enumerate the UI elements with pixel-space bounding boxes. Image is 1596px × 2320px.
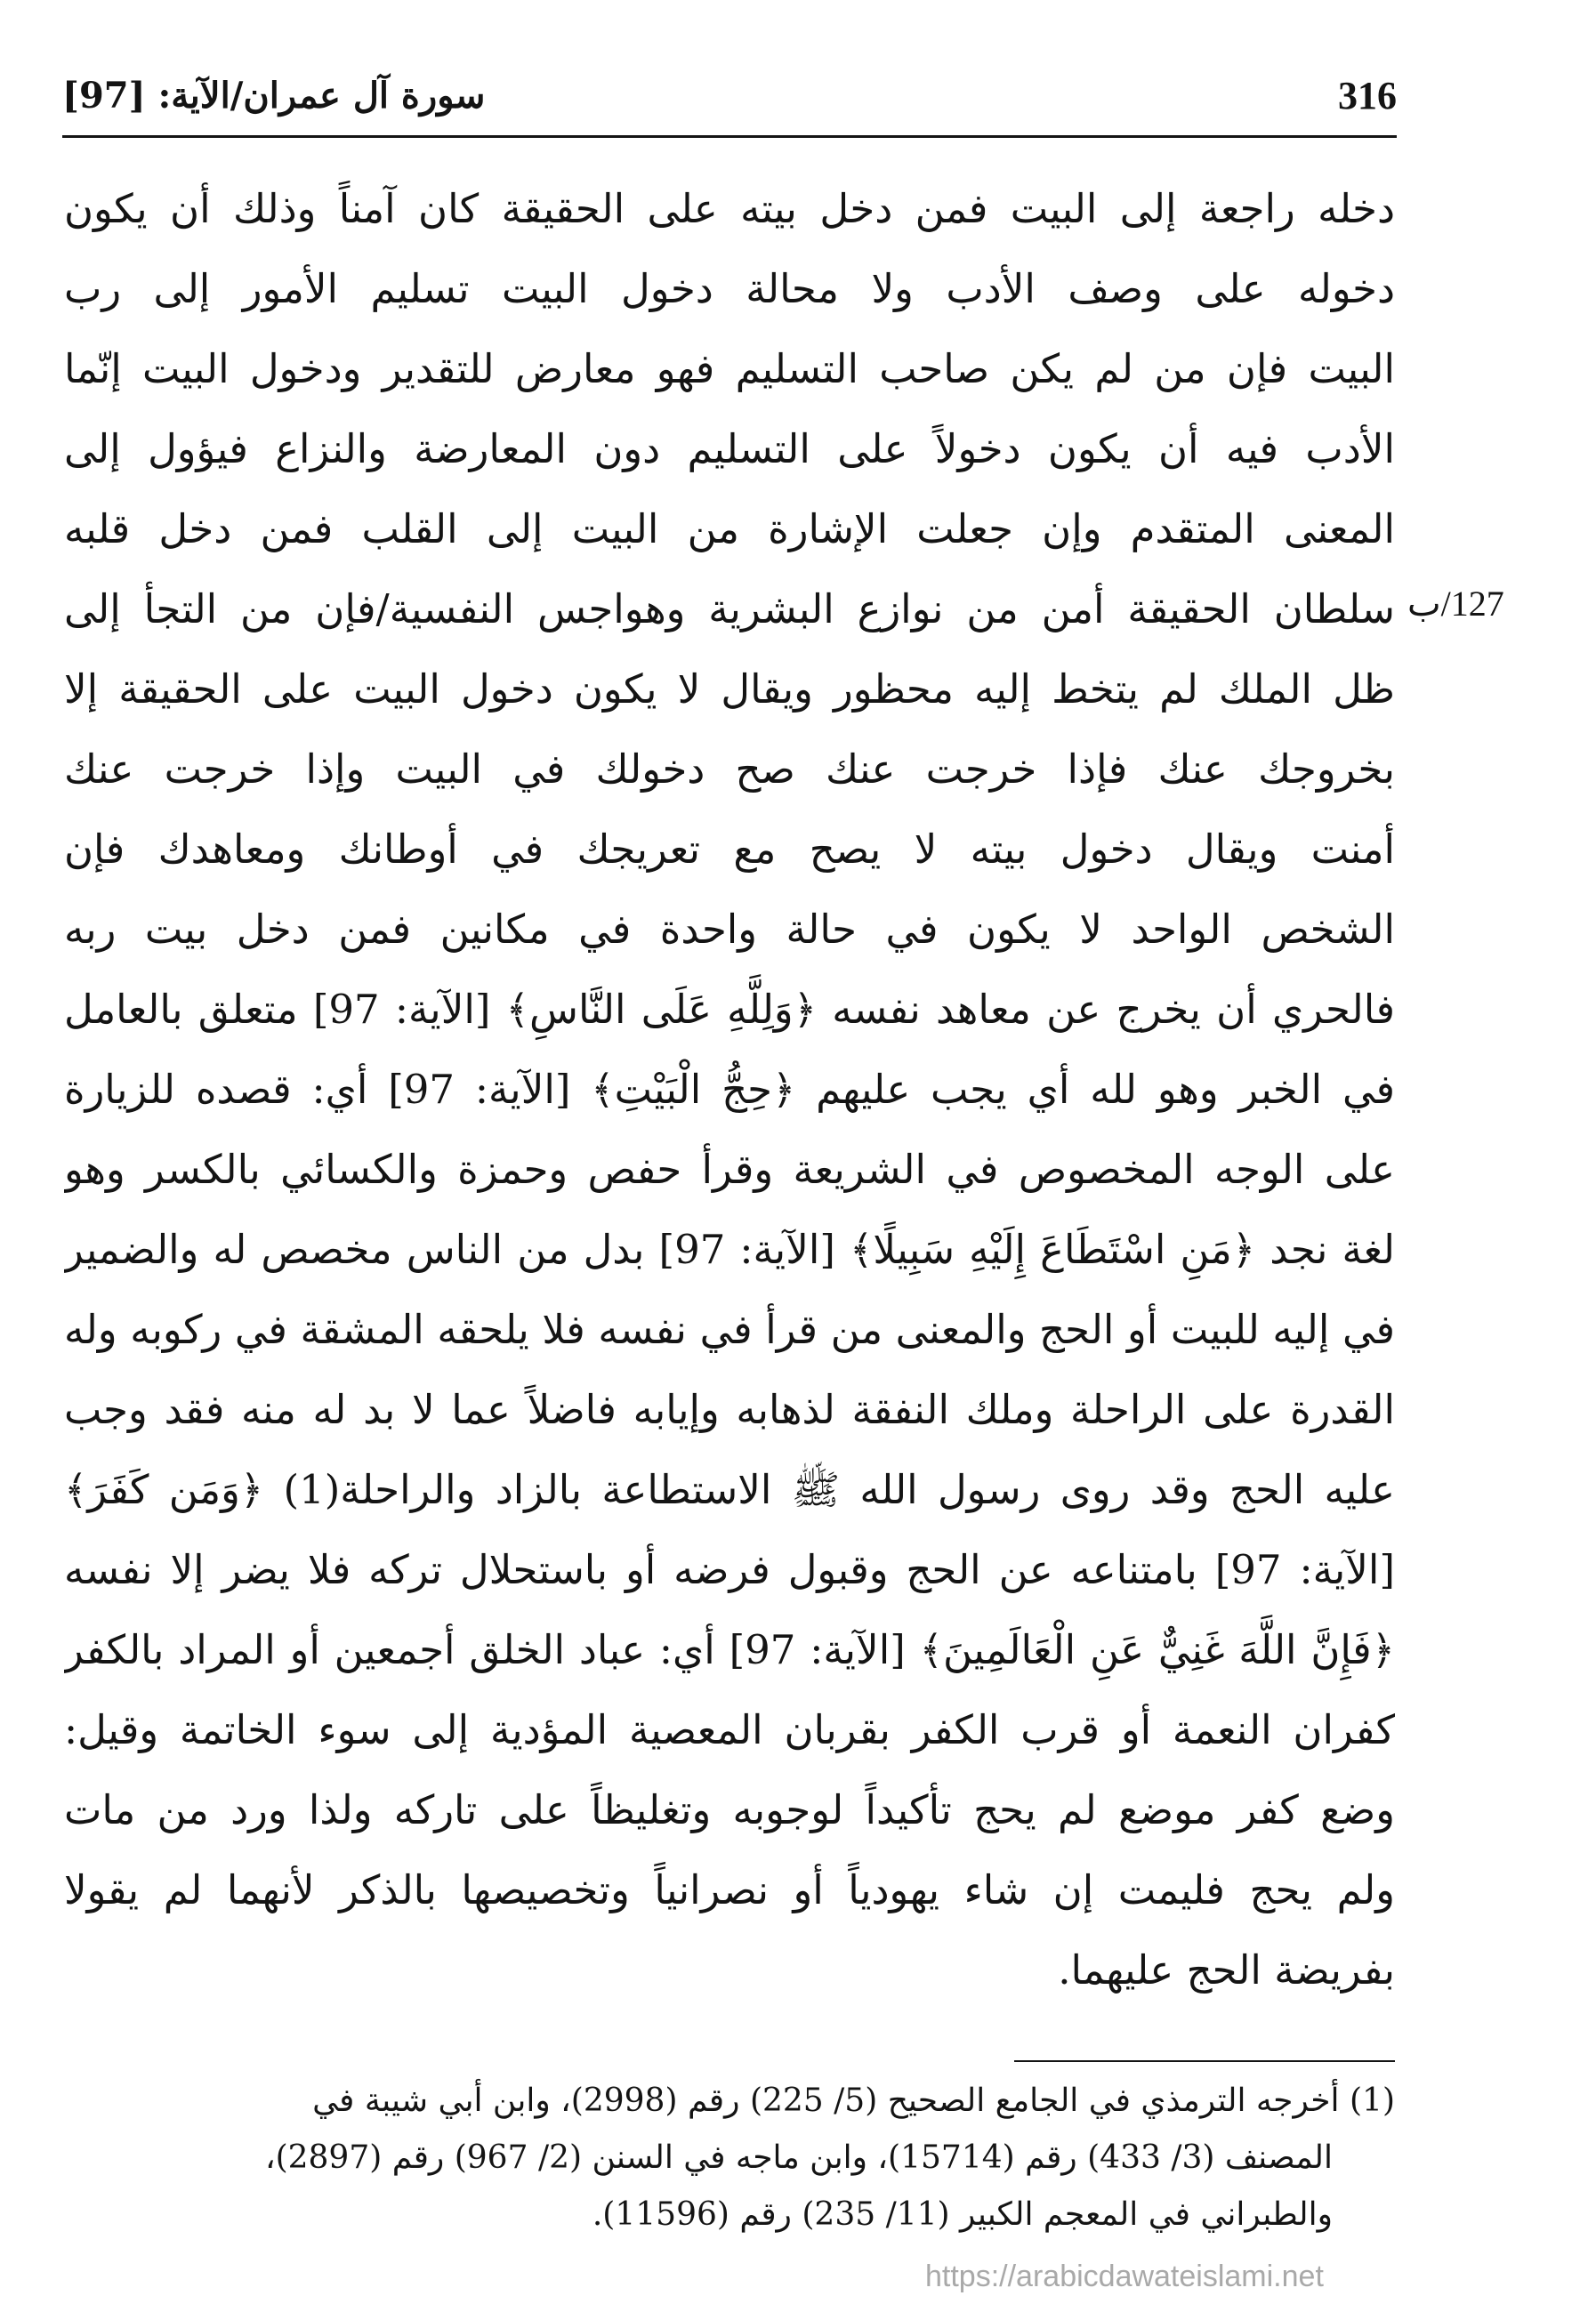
header-rule: [62, 135, 1397, 138]
text-line: بخروجك عنك فإذا خرجت عنك صح دخولك في البيت وإذا خرجت عنك: [64, 745, 1395, 793]
text-line: القدرة على الراحلة وملك النفقة لذهابه وإيابه فاضلاً عما لا بد له منه فقد وجب: [64, 1386, 1395, 1433]
text-line: المعنى المتقدم وإن جعلت الإشارة من البيت إلى القلب فمن دخل قلبه: [64, 505, 1395, 552]
running-title: سورة آل عمران/الآية: [97]: [62, 75, 486, 117]
text-line: ولم يحج فليمت إن شاء يهودياً أو نصرانياً وتخصيصها بالذكر لأنهما لم يقولا: [64, 1866, 1395, 1913]
watermark-url: https://arabicdawateislami.net: [925, 2260, 1324, 2293]
text-line: بفريضة الحج عليهما.: [1058, 1946, 1395, 1994]
page-number: 316: [1338, 74, 1397, 117]
text-line: البيت فإن من لم يكن صاحب التسليم فهو معارض للتقدير ودخول البيت إنّما: [64, 345, 1395, 392]
text-line: ظل الملك لم يتخط إليه محظور ويقال لا يكون دخول البيت على الحقيقة إلا: [64, 665, 1395, 713]
text-line: الشخص الواحد لا يكون في حالة واحدة في مكانين فمن دخل بيت ربه: [64, 906, 1395, 953]
text-line: دخله راجعة إلى البيت فمن دخل بيته على الحقيقة كان آمناً وذلك أن يكون: [64, 185, 1395, 232]
margin-folio-note: 127/ب: [1407, 584, 1504, 624]
text-line: وضع كفر موضع لم يحج تأكيداً لوجوبه وتغليظاً على تاركه ولذا ورد من مات: [64, 1786, 1395, 1833]
text-line: سلطان الحقيقة أمن من نوازع البشرية وهواجس النفسية/فإن من التجأ إلى: [64, 585, 1395, 632]
text-line: على الوجه المخصوص في الشريعة وقرأ حفص وحمزة والكسائي بالكسر وهو: [64, 1146, 1395, 1193]
text-line: دخوله على وصف الأدب ولا محالة دخول البيت تسليم الأمور إلى رب: [64, 265, 1395, 312]
footnote-line: والطبراني في المعجم الكبير (11/ 235) رقم (11596).: [592, 2196, 1333, 2233]
text-line: عليه الحج وقد روى رسول الله ﷺ الاستطاعة بالزاد والراحلة(1) ﴿وَمَن كَفَرَ﴾: [64, 1466, 1395, 1513]
text-line: في إليه للبيت أو الحج والمعنى من قرأ في نفسه فلا يلحقه المشقة في ركوبه وله: [64, 1306, 1395, 1353]
text-line: لغة نجد ﴿مَنِ اسْتَطَاعَ إِلَيْهِ سَبِيلًا﴾ [الآية: 97] بدل من الناس مخصص له والضمير: [64, 1226, 1395, 1273]
text-line: ﴿فَإِنَّ اللَّهَ غَنِيٌّ عَنِ الْعَالَمِينَ﴾ [الآية: 97] أي: عباد الخلق أجمعين أو المراد بالكفر: [64, 1626, 1395, 1673]
main-text: [64, 169, 1395, 2010]
footnotes: [64, 2073, 1395, 2243]
text-line: كفران النعمة أو قرب الكفر بقربان المعصية المؤدية إلى سوء الخاتمة وقيل:: [64, 1706, 1395, 1753]
footnote-line: (1) أخرجه الترمذي في الجامع الصحيح (5/ 225) رقم (2998)، وابن أبي شيبة في: [312, 2082, 1395, 2119]
footnote-rule: [1014, 2060, 1395, 2062]
footnote-line: المصنف (3/ 433) رقم (15714)، وابن ماجه في السنن (2/ 967) رقم (2897)،: [264, 2139, 1333, 2176]
page-header: [62, 73, 1397, 130]
text-line: في الخبر وهو لله أي يجب عليهم ﴿حِجُّ الْبَيْتِ﴾ [الآية: 97] أي: قصده للزيارة: [64, 1066, 1395, 1113]
text-line: الأدب فيه أن يكون دخولاً على التسليم دون المعارضة والنزاع فيؤول إلى: [64, 425, 1395, 472]
text-line: [الآية: 97] بامتناعه عن الحج وقبول فرضه أو باستحلال تركه فلا يضر إلا نفسه: [64, 1546, 1395, 1593]
text-line: فالحري أن يخرج عن معاهد نفسه ﴿وَلِلَّهِ عَلَى النَّاسِ﴾ [الآية: 97] متعلق بالعامل: [64, 986, 1395, 1033]
text-line: أمنت ويقال دخول بيته لا يصح مع تعريجك في أوطانك ومعاهدك فإن: [64, 826, 1395, 873]
